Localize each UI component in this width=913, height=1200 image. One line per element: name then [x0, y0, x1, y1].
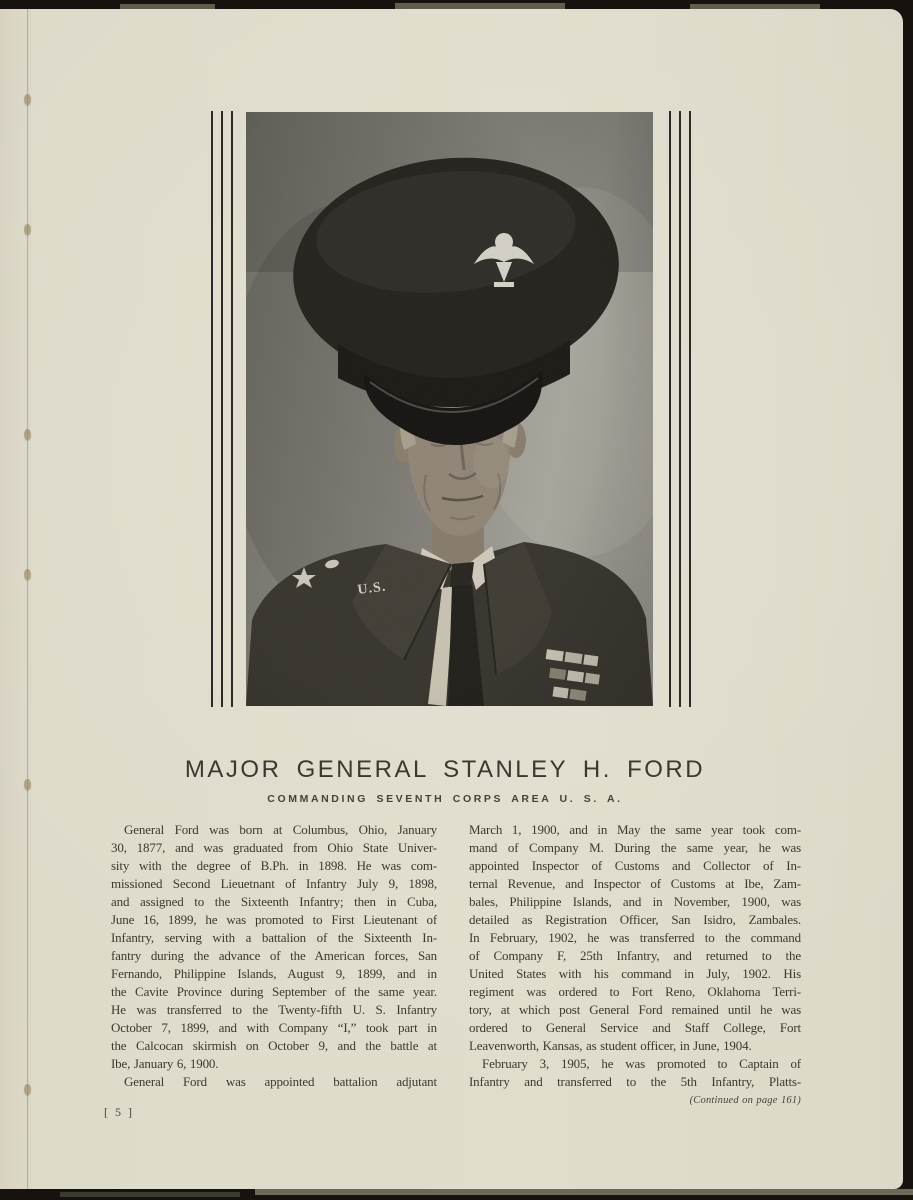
text-line: Fernando, Philippine Islands, August 9, 1899, and in [111, 966, 437, 981]
rule-line [221, 111, 223, 707]
text-line: He was transferred to the Twenty-fifth U. S. Infantry [111, 1002, 437, 1017]
text-line: 30, 1877, and was graduated from Ohio State Univer- [111, 840, 437, 855]
text-line: ternal Revenue, and Inspector of Customs at Ibe, Zam- [469, 876, 801, 891]
binding-crease [27, 9, 28, 1189]
binding-stitch [24, 224, 31, 235]
right-column [469, 821, 801, 1109]
text-line: and assigned to the Sixteenth Infantry; then in Cuba, [111, 894, 437, 909]
binding-stitch [24, 429, 31, 440]
text-line: (Continued on page 161) [689, 1095, 801, 1106]
text-line: sity with the degree of B.Ph. in 1898. He was com- [111, 858, 437, 873]
text-line: March 1, 1900, and in May the same year took com- [469, 822, 801, 837]
text-line: Ibe, January 6, 1900. [111, 1056, 219, 1071]
portrait-photo [246, 112, 653, 706]
text-line: mand of Company M. During the same year, he was [469, 840, 801, 855]
text-line: ordered to General Service and Staff College, Fort [469, 1020, 801, 1035]
rule-line [689, 111, 691, 707]
page-number: [ 5 ] [104, 1105, 134, 1119]
text-line: General Ford was born at Columbus, Ohio, January [124, 822, 437, 837]
rule-line [669, 111, 671, 707]
biography-text [111, 821, 801, 1109]
page-edge-bottom [255, 1189, 913, 1195]
text-line: General Ford was appointed battalion adjutant [124, 1074, 437, 1089]
text-line: June 16, 1899, he was promoted to First Lieutenant of [111, 912, 437, 927]
text-line: detailed as Registration Officer, San Isidro, Zambales. [469, 912, 801, 927]
text-line: United States with his command in July, 1902. His [469, 966, 801, 981]
binding-stitch [24, 94, 31, 105]
text-line: fantry during the advance of the American forces, San [111, 948, 437, 963]
page-edge-bottom [60, 1192, 240, 1197]
text-line: February 3, 1905, he was promoted to Captain of [482, 1056, 801, 1071]
binding-stitch [24, 569, 31, 580]
binding-stitch [24, 1084, 31, 1095]
page [0, 9, 903, 1189]
text-line: appointed Inspector of Customs and Collector of In- [469, 858, 801, 873]
rule-line [679, 111, 681, 707]
text-line: Leavenworth, Kansas, as student officer, in June, 1904. [469, 1038, 752, 1053]
text-line: Infantry and transferred to the 5th Infantry, Platts- [469, 1074, 801, 1089]
portrait-illustration [246, 112, 653, 706]
text-line: missioned Second Lieuetnant of Infantry July 9, 1898, [111, 876, 437, 891]
text-line: regiment was ordered to Fort Reno, Oklahoma Terri- [469, 984, 801, 999]
photo-frame-lines-left [211, 111, 233, 707]
rule-line [231, 111, 233, 707]
left-column [111, 821, 437, 1109]
photo-frame-lines-right [669, 111, 691, 707]
rule-line [211, 111, 213, 707]
text-line: Infantry, serving with a battalion of the Sixteenth In- [111, 930, 437, 945]
page-subtitle: COMMANDING SEVENTH CORPS AREA U. S. A. [267, 793, 623, 805]
text-line: the Cavite Province during September of the same year. [111, 984, 437, 999]
text-line: the Calcocan skirmish on October 9, and the battle at [111, 1038, 437, 1053]
text-line: tory, at which post General Ford remained until he was [469, 1002, 801, 1017]
page-title: MAJOR GENERAL STANLEY H. FORD [184, 756, 706, 783]
text-line: In February, 1902, he was transferred to the command [469, 930, 801, 945]
text-line: bales, Philippine Islands, and in November, 1900, was [469, 894, 801, 909]
text-line: of Company F, 25th Infantry, and returned to the [469, 948, 801, 963]
text-line: October 7, 1899, and with Company “I,” took part in [111, 1020, 437, 1035]
